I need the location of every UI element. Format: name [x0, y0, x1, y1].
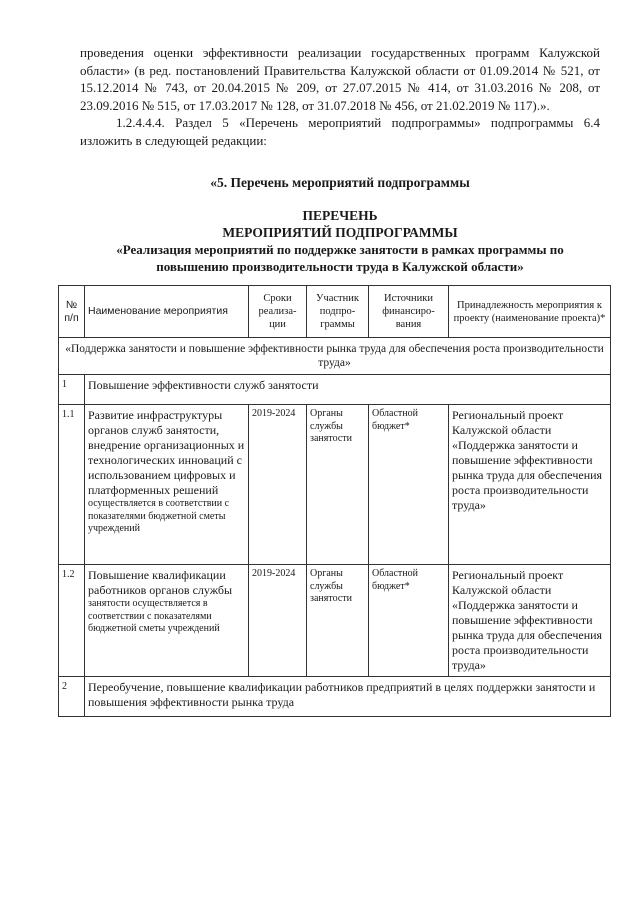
row-1-1-name-note: осуществляется в соответствии с показателями бюджетной сметы учреждений: [88, 498, 230, 534]
row-1-2-project: Региональный проект Калужской области «Поддержка занятости и повышение эффективности рынка труда для обеспечения роста производительности труда»: [449, 565, 611, 677]
table-row: [59, 565, 611, 677]
section-title-cell: «Поддержка занятости и повышение эффективности рынка труда для обеспечения роста производительности труда»: [59, 338, 611, 375]
table-row: [59, 375, 611, 405]
header-project: Принадлежность мероприятия к проекту (наименование проекта)*: [449, 286, 611, 338]
row-1-1-terms: 2019-2024: [249, 405, 307, 565]
row-1-1-num: 1.1: [59, 405, 85, 565]
group1-num: 1: [59, 375, 85, 405]
title-line-3: «Реализация мероприятий по поддержке занятости в рамках программы по повышению производительности труда в Калужской области»: [116, 242, 564, 274]
row-1-2-name-main: Повышение квалификации работников органов службы: [88, 568, 233, 597]
section-title-row: [59, 338, 611, 375]
group2-name: Переобучение, повышение квалификации работников предприятий в целях поддержки занятости и повышения эффективности рынка труда: [85, 677, 611, 717]
group2-num: 2: [59, 677, 85, 717]
row-1-1-project: Региональный проект Калужской области «Поддержка занятости и повышение эффективности рынка труда для обеспечения роста производительности труда»: [449, 405, 611, 565]
header-name: Наименование мероприятия: [85, 286, 249, 338]
title-line-1: ПЕРЕЧЕНЬ: [302, 208, 378, 223]
header-terms: Сроки реализа-ции: [249, 286, 307, 338]
row-1-1-name-main: Развитие инфраструктуры органов служб занятости, внедрение организационных и технологических инноваций с использованием цифровых и платформенных решений: [88, 408, 245, 497]
table-row: [59, 677, 611, 717]
row-1-1-sources: Областной бюджет*: [369, 405, 449, 565]
header-num: № п/п: [59, 286, 85, 338]
row-1-2-participant: Органы службы занятости: [307, 565, 369, 677]
header-sources: Источники финансиро-вания: [369, 286, 449, 338]
group1-name: Повышение эффективности служб занятости: [85, 375, 611, 405]
measures-table: [58, 285, 611, 717]
row-1-2-terms: 2019-2024: [249, 565, 307, 677]
row-1-2-num: 1.2: [59, 565, 85, 677]
section-heading: «5. Перечень мероприятий подпрограммы: [210, 175, 470, 190]
row-1-2-sources: Областной бюджет*: [369, 565, 449, 677]
intro-paragraph-2: 1.2.4.4.4. Раздел 5 «Перечень мероприятий подпрограммы» подпрограммы 6.4 изложить в следующей редакции:: [80, 115, 600, 148]
document-title: [80, 207, 600, 275]
row-1-1-name: [85, 405, 249, 565]
row-1-2-name-note: занятости осуществляется в соответствии с показателями бюджетной сметы учреждений: [88, 598, 220, 634]
header-participant: Участник подпро-граммы: [307, 286, 369, 338]
row-1-1-participant: Органы службы занятости: [307, 405, 369, 565]
table-row: [59, 405, 611, 565]
table-header-row: [59, 286, 611, 338]
intro-text: [80, 44, 600, 149]
intro-paragraph-1: проведения оценки эффективности реализации государственных программ Калужской области» (в ред. постановлений Правительства Калужской области от 01.09.2014 № 521, от 15.12.2014 № 743, от 20.04.2015 № 209, от 27.07.2015 № 414, от 31.03.2016 № 208, от 23.09.2016 № 515, от 17.03.2017 № 128, от 31.07.2018 № 456, от 21.02.2019 № 117).».: [80, 45, 600, 113]
title-line-2: МЕРОПРИЯТИЙ ПОДПРОГРАММЫ: [222, 225, 458, 240]
row-1-2-name: [85, 565, 249, 677]
